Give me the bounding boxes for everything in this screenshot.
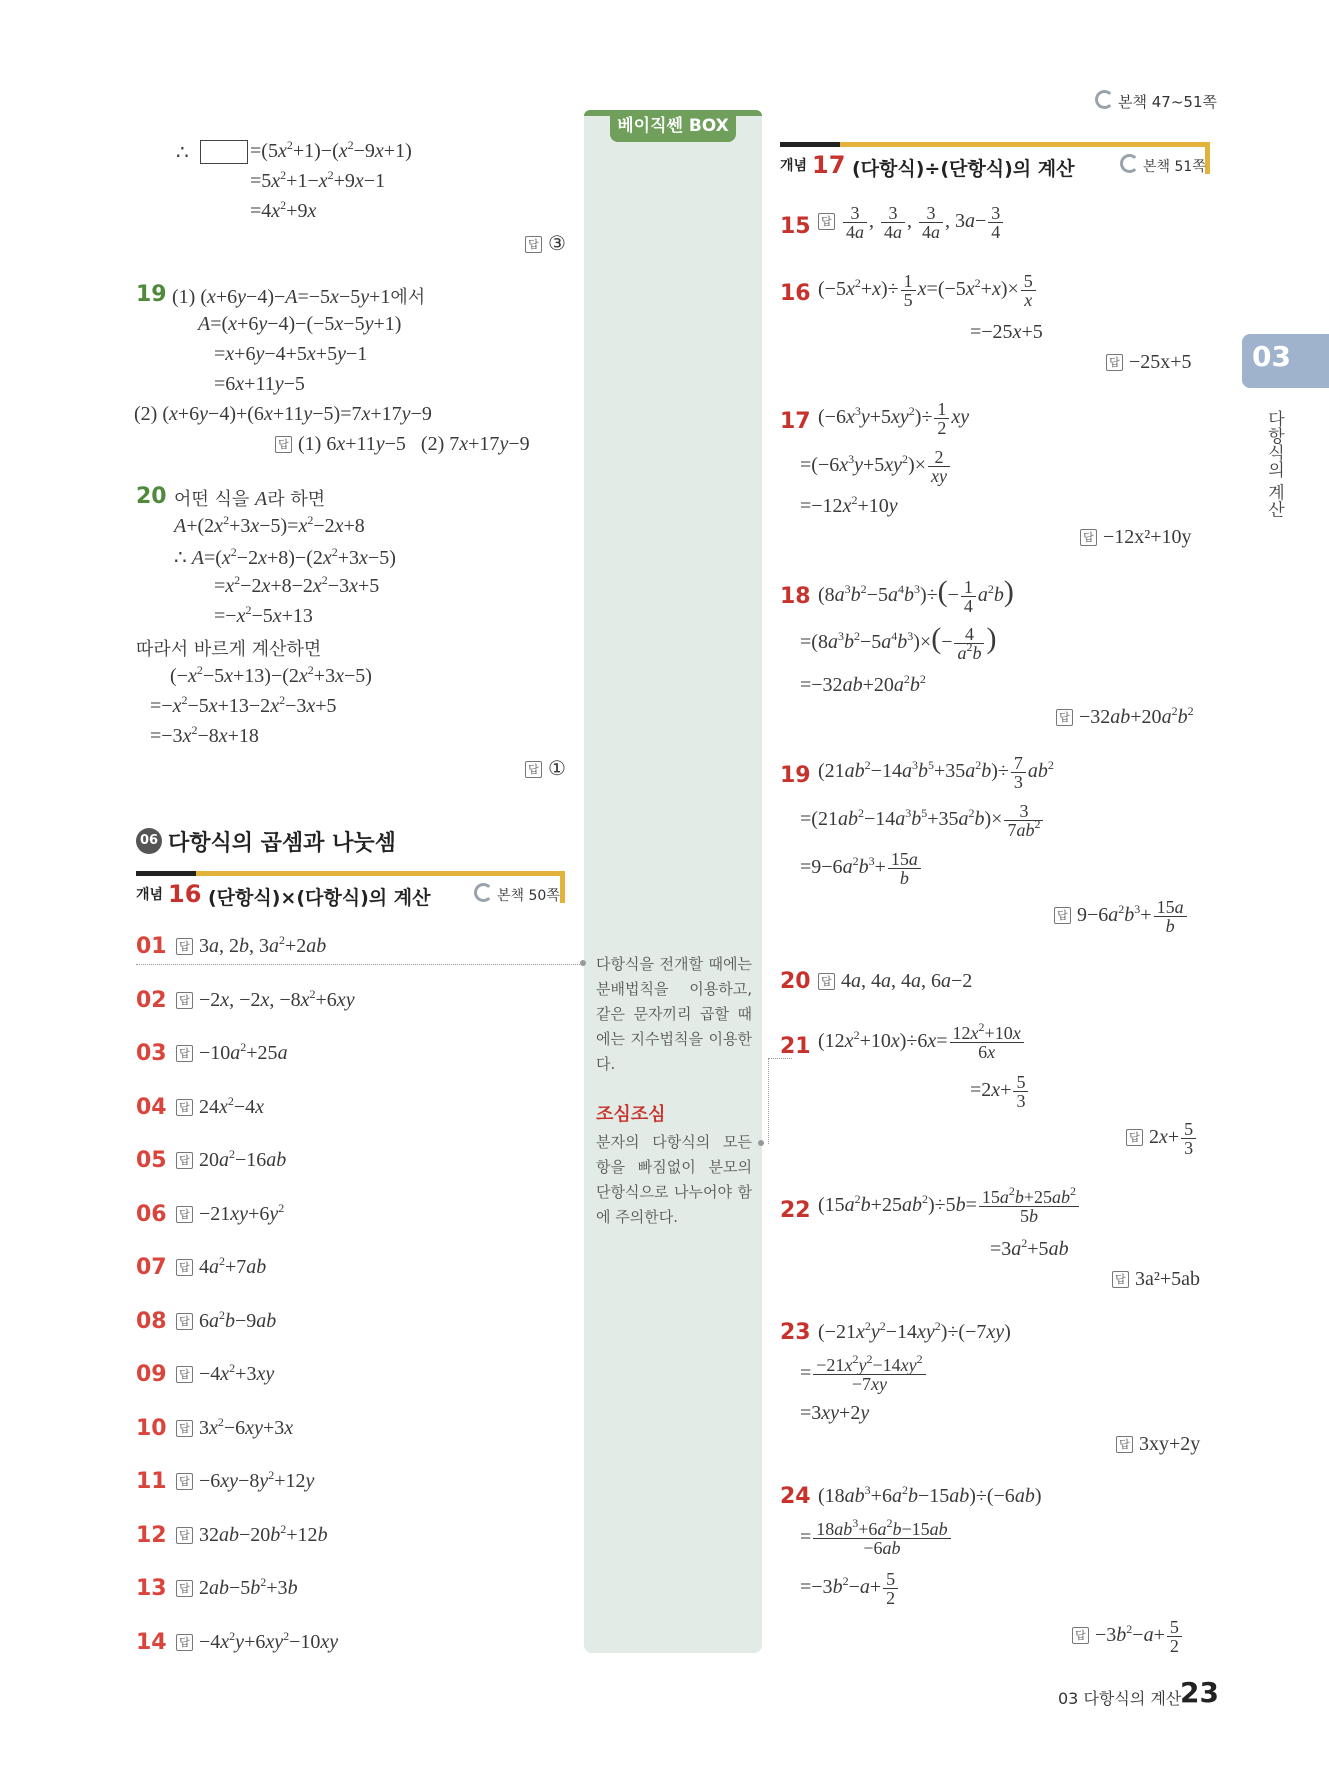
p19-line5: (2) (x+6y−4)+(6x+11y−5)=7x+17y−9 (134, 403, 432, 425)
item-14-number: 14 (136, 1629, 167, 1655)
item-09-answer: 답 $-4x^2+3xy$ (176, 1363, 274, 1386)
p19-line1: (1) (x+6y−4)−A=−5x−5y+1에서 (172, 286, 426, 308)
p20-line8: $=-x^2-5x+13-2x^2-3x+5$ (150, 693, 337, 717)
p24-answer: 답 $-3b^2-a+$ $\frac{5}{2}$ (1072, 1618, 1184, 1655)
p20-line3: ∴ $A=(x^2-2x+8)-(2x^2+3x-5)$ (174, 545, 396, 569)
p20-line7: $(-x^2-5x+13)-(2x^2+3x-5)$ (170, 663, 372, 687)
p19r-line3: $=9-6a^2b^3+$ $\frac{15a}{b}$ (800, 850, 923, 887)
problem-19-number: 19 (136, 282, 167, 307)
item-01-answer: 답 3a, 2b, $3a^2+2ab$ (176, 935, 326, 958)
item-11-number: 11 (136, 1469, 167, 1494)
box-label: 베이직쎈 BOX (610, 112, 736, 142)
item-02-number: 02 (136, 987, 167, 1013)
box-top-strip (584, 110, 762, 116)
p16-line1: $(-5x^2+x)\div$ $\frac{1}{5}$ $x=(-5x^2+x)\times$ $\frac{5}{x}$ (818, 272, 1038, 309)
book-icon (1120, 154, 1139, 173)
problem-20-number: 20 (136, 484, 167, 509)
p24-line2: = $\frac{18ab^3+6a^2b-15ab}{-6ab}$ (800, 1520, 953, 1557)
topic17-number: 17 (812, 151, 846, 179)
item-08-number: 08 (136, 1308, 167, 1334)
p19-line4: =6x+11y−5 (214, 373, 305, 395)
problem-22-number: 22 (780, 1198, 811, 1223)
answer-icon: 답 (1080, 529, 1097, 546)
answer-icon: 답 (1112, 1271, 1129, 1288)
answer-icon: 답 (176, 1313, 193, 1330)
caution-title: 조심조심 (596, 1104, 666, 1125)
topic16-label: 개념 (136, 887, 164, 903)
box-note-caution: 분자의 다항식의 모든 항을 빠짐없이 분모의 단항식으로 나누어야 함에 주의한다. (596, 1133, 752, 1226)
p20-answer: 답 ① (525, 756, 566, 781)
item-05-answer: 답 $20a^2-16ab$ (176, 1149, 286, 1172)
p18r-line1: $(8a^3b^2-5a^4b^3)\div(-$ $\frac{1}{4}$ $a^2b$) (818, 575, 1014, 616)
p18-line2: $=5x^2+1-x^2+9x-1$ (250, 168, 386, 192)
book-icon (1095, 90, 1114, 109)
p21-answer: 답 2x+ $\frac{5}{3}$ (1126, 1120, 1198, 1157)
answer-icon: 답 (1126, 1129, 1143, 1146)
problem-23-number: 23 (780, 1320, 811, 1345)
item-06-number: 06 (136, 1201, 167, 1227)
answer-icon: 답 (176, 1099, 193, 1116)
answer-icon: 답 (176, 1634, 193, 1651)
p17-line1: $(-6x^3y+5xy^2)\div$ $\frac{1}{2}$ xy (818, 399, 970, 438)
answer-icon: 답 (176, 1527, 193, 1544)
item-06-answer: 답 $-21xy+6y^2$ (176, 1203, 284, 1226)
item-07-answer: 답 $4a^2+7ab$ (176, 1256, 266, 1279)
p24-line3: $=-3b^2-a+$ $\frac{5}{2}$ (800, 1570, 900, 1607)
book-icon (474, 883, 493, 902)
p21-line2: =2x+ $\frac{5}{3}$ (970, 1073, 1030, 1110)
item-13-number: 13 (136, 1576, 167, 1601)
p16-answer: 답 −25x+5 (1106, 351, 1192, 374)
item-14-answer: 답 $-4x^2y+6xy^2-10xy$ (176, 1631, 338, 1654)
item-04-answer: 답 $24x^2-4x$ (176, 1096, 264, 1119)
p20-line4: $=x^2-2x+8-2x^2-3x+5$ (214, 573, 380, 597)
p23-line3: =3xy+2y (800, 1402, 870, 1424)
p24-line1: $(18ab^3+6a^2b-15ab)\div(-6ab)$ (818, 1483, 1042, 1507)
answer-icon: 답 (176, 938, 193, 955)
item-02-answer: 답 −2x, −2x, $-8x^2+6xy$ (176, 989, 355, 1012)
item-01-number: 01 (136, 934, 167, 959)
p23-line1: $(-21x^2y^2-14xy^2)\div(-7xy)$ (818, 1319, 1011, 1343)
topic16-title: (단항식)×(다항식)의 계산 (208, 887, 431, 909)
item-08-answer: 답 $6a^2b-9ab$ (176, 1310, 276, 1333)
p17-line3: $=-12x^2+10y$ (800, 493, 898, 517)
p18-therefore: ∴ (176, 142, 189, 164)
answer-icon: 답 (176, 1259, 193, 1276)
p22-answer: 답 3a²+5ab (1112, 1268, 1200, 1291)
leader-line-21-vert (768, 1058, 769, 1144)
item-10-answer: 답 $3x^2-6xy+3x$ (176, 1417, 293, 1440)
answer-icon: 답 (1106, 354, 1123, 371)
answer-icon: 답 (176, 992, 193, 1009)
item-12-number: 12 (136, 1522, 167, 1548)
item-03-number: 03 (136, 1041, 167, 1066)
answer-icon: 답 (176, 1152, 193, 1169)
problem-16-number: 16 (780, 281, 811, 306)
p17-line2: $=(-6x^3y+5xy^2)\times$ $\frac{2}{xy}$ (800, 448, 952, 485)
answer-icon: 답 (176, 1473, 193, 1490)
p20r-answer: 답 4a, 4a, 4a, 6a−2 (818, 970, 972, 993)
p22-line1: $(15a^2b+25ab^2)\div 5b=$ $\frac{15a^2b+25ab^2}{5b}$ (818, 1188, 1081, 1225)
problem-19r-number: 19 (780, 763, 811, 788)
item-07-number: 07 (136, 1255, 167, 1280)
side-tab-number: 03 (1252, 340, 1291, 373)
topic16-bar-gold (196, 871, 564, 876)
answer-icon: 답 (275, 436, 292, 453)
footer-chapter: 03 다항식의 계산 (1058, 1689, 1182, 1708)
p19-line3: =x+6y−4+5x+5y−1 (214, 343, 368, 365)
topic16-number: 16 (168, 880, 202, 908)
p19-answer: 답 (1) 6x+11y−5 (2) 7x+17y−9 (275, 433, 530, 456)
problem-17-number: 17 (780, 409, 811, 434)
answer-icon: 답 (525, 236, 542, 253)
p18-line3: $=4x^2+9x$ (250, 198, 317, 222)
problem-20r-number: 20 (780, 969, 811, 994)
answer-icon: 답 (818, 973, 835, 990)
p18r-answer: 답 $-32ab+20a^2b^2$ (1056, 706, 1194, 729)
item-09-number: 09 (136, 1362, 167, 1387)
problem-15-number: 15 (780, 214, 811, 239)
answer-icon: 답 (176, 1045, 193, 1062)
p18r-line3: $=-32ab+20a^2b^2$ (800, 672, 926, 696)
problem-21-number: 21 (780, 1034, 811, 1059)
p21-line1: $(12x^2+10x)\div 6x=$ $\frac{12x^2+10x}{6x}$ (818, 1024, 1026, 1061)
item-10-number: 10 (136, 1415, 167, 1441)
section-title: 다항식의 곱셈과 나눗셈 (168, 831, 396, 856)
item-11-answer: 답 $-6xy-8y^2+12y$ (176, 1470, 314, 1493)
answer-icon: 답 (525, 761, 542, 778)
p20-line9: $=-3x^2-8x+18$ (150, 723, 259, 747)
page-number: 23 (1180, 1676, 1219, 1709)
box-note-distributive: 다항식을 전개할 때에는 분배법칙을 이용하고, 같은 문자끼리 곱할 때에는 지수법칙을 이용한다. (596, 955, 752, 1073)
topic16-bar-dark (136, 871, 196, 876)
problem-24-number: 24 (780, 1484, 811, 1509)
p19r-line1: $(21ab^2-14a^3b^5+35a^2b)\div$ $\frac{7}{3}$ $ab^2$ (818, 753, 1054, 792)
p18r-line2: $=(8a^3b^2-5a^4b^3)\times(-$ $\frac{4}{a^2b}$ ) (800, 622, 997, 663)
p23-answer: 답 3xy+2y (1116, 1433, 1200, 1456)
p18-answer: 답 ③ (525, 231, 566, 256)
p22-line2: $=3a^2+5ab$ (990, 1236, 1069, 1260)
answer-icon: 답 (176, 1366, 193, 1383)
topic17-bar-gold (840, 142, 1210, 147)
answer-icon: 답 (176, 1206, 193, 1223)
answer-icon: 답 (176, 1420, 193, 1437)
p23-line2: = $\frac{-21x^2y^2-14xy^2}{-7xy}$ (800, 1356, 928, 1393)
item-13-answer: 답 $2ab-5b^2+3b$ (176, 1577, 298, 1600)
answer-icon: 답 (1072, 1627, 1089, 1644)
answer-icon: 답 (1054, 907, 1071, 924)
leader-dot-01 (580, 960, 586, 966)
item-12-answer: 답 $32ab-20b^2+12b$ (176, 1524, 328, 1547)
p16-line2: =−25x+5 (970, 321, 1043, 343)
leader-line-01 (136, 964, 584, 965)
p20-line1: 어떤 식을 A라 하면 (174, 488, 326, 510)
p15-answer: 답 $\frac{3}{4a}$ , $\frac{3}{4a}$ , $\frac{3}{4a}$ , 3a− $\frac{3}{4}$ (818, 204, 1005, 241)
problem-18-number: 18 (780, 584, 811, 609)
section-number-badge: 06 (136, 828, 162, 854)
answer-blank-box (200, 140, 248, 164)
topic17-label: 개념 (780, 158, 808, 174)
leader-dot-21 (758, 1140, 764, 1146)
p19r-answer: 답 $9-6a^2b^3+$ $\frac{15a}{b}$ (1054, 898, 1189, 935)
topic17-reference: 본책 51쪽 (1120, 154, 1206, 176)
answer-icon: 답 (818, 213, 835, 230)
answer-icon: 답 (1056, 709, 1073, 726)
p20-line6: 따라서 바르게 계산하면 (136, 639, 322, 660)
answer-icon: 답 (176, 1580, 193, 1597)
answer-icon: 답 (1116, 1436, 1133, 1453)
p18-line1: $=(5x^2+1)-(x^2-9x+1)$ (250, 138, 412, 162)
item-03-answer: 답 $-10a^2+25a$ (176, 1042, 288, 1065)
p19r-line2: $=(21ab^2-14a^3b^5+35a^2b)\times$ $\frac{3}{7ab^2}$ (800, 802, 1045, 839)
item-04-number: 04 (136, 1094, 167, 1120)
p17-answer: 답 −12x²+10y (1080, 526, 1192, 549)
basic-box-column (584, 110, 762, 1653)
topic17-bar-dark (780, 142, 840, 147)
side-vertical-title: 다항식의 계산 (1264, 410, 1284, 518)
p20-line2: $A+(2x^2+3x-5)=x^2-2x+8$ (174, 513, 365, 537)
top-page-reference: 본책 47~51쪽 (1095, 90, 1217, 112)
item-05-number: 05 (136, 1148, 167, 1173)
topic17-title: (다항식)÷(단항식)의 계산 (852, 158, 1075, 180)
topic16-reference: 본책 50쪽 (474, 883, 560, 905)
p19-line2: A=(x+6y−4)−(−5x−5y+1) (198, 313, 402, 335)
topic16-bar-side (560, 871, 565, 903)
p20-line5: $=-x^2-5x+13$ (214, 603, 313, 627)
